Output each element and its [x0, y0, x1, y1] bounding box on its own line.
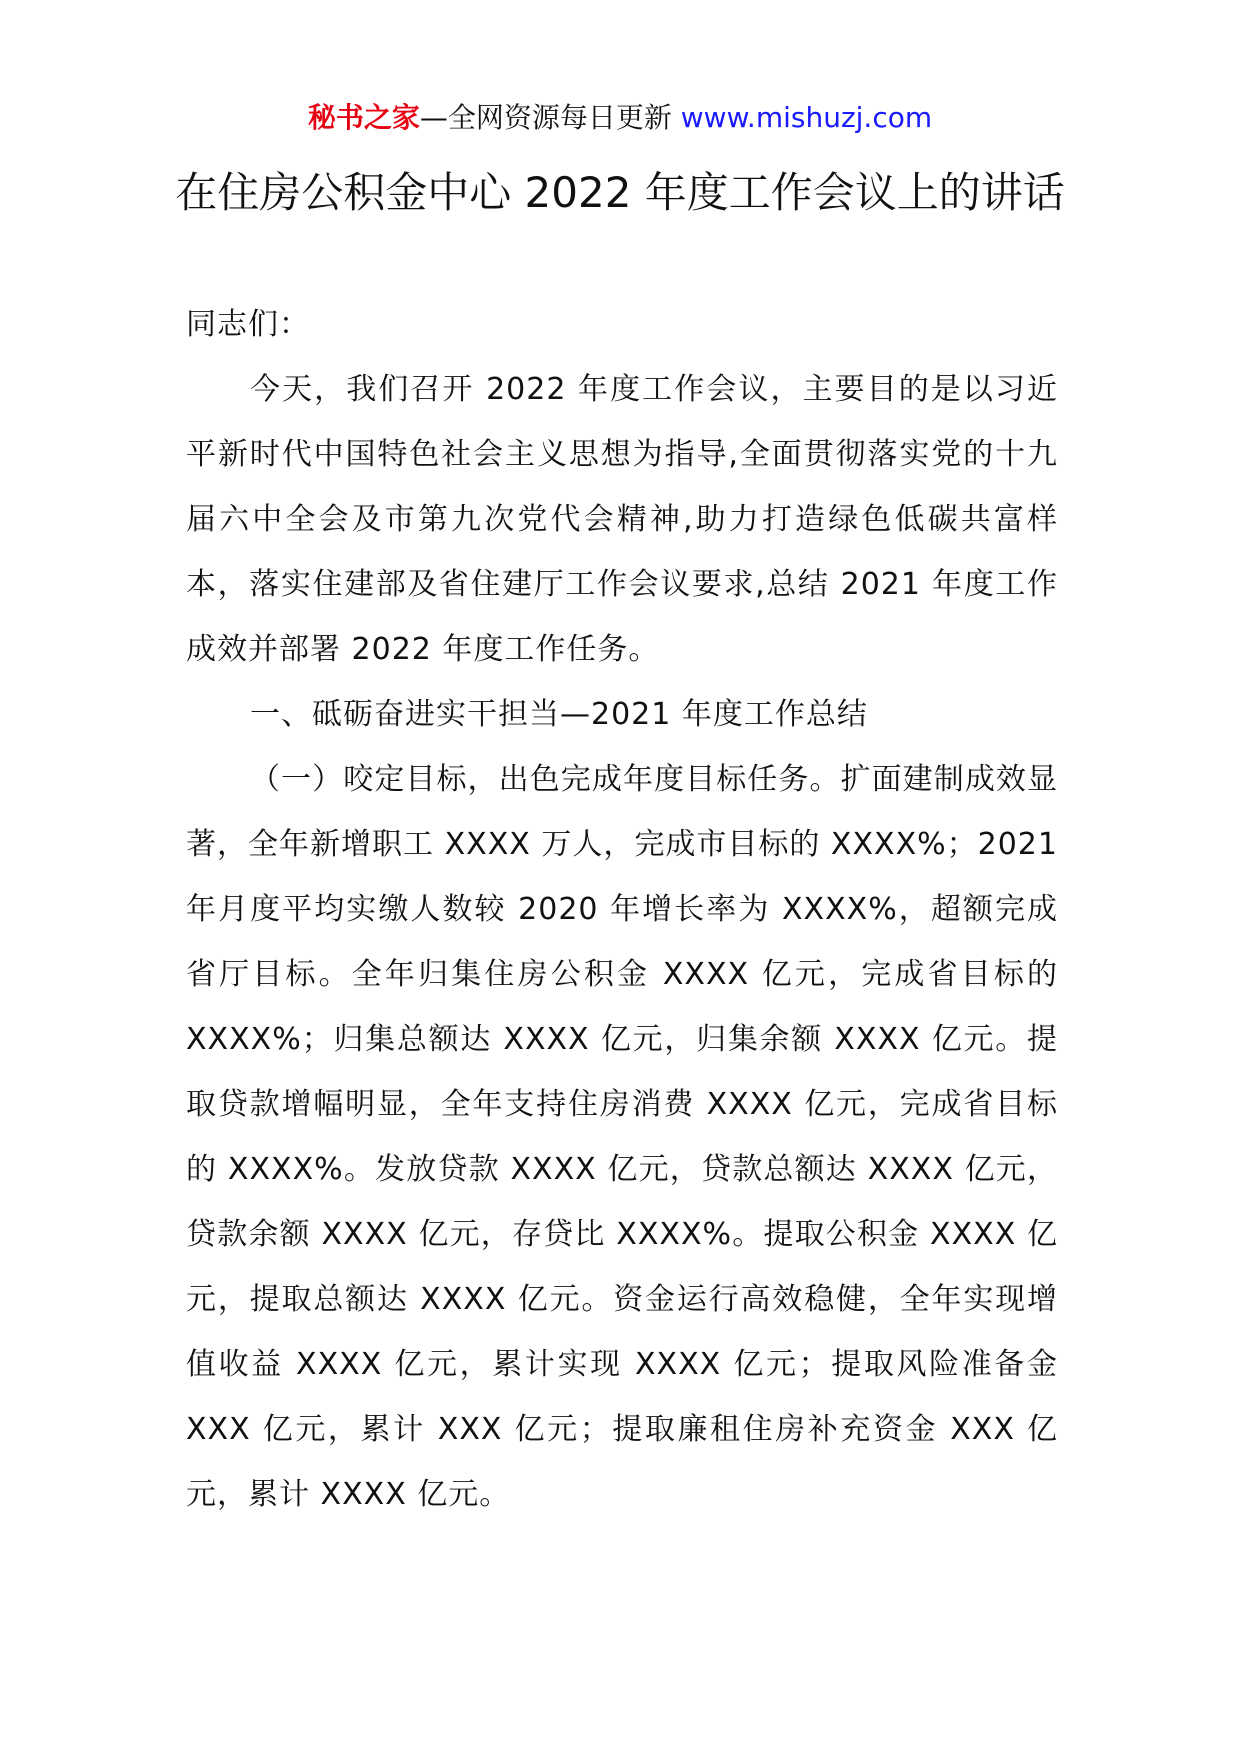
site-url-link[interactable]: www.mishuzj.com [680, 101, 933, 134]
intro-paragraph: 今天，我们召开 2022 年度工作会议，主要目的是以习近平新时代中国特色社会主义思想为指导,全面贯彻落实党的十九届六中全会及市第九次党代会精神,助力打造绿色低碳共富样本，落实住建部及省住建厅工作会议要求,总结 2021 年度工作成效并部署 2022 年度工作任务。 [186, 372, 1058, 667]
document-title: 在住房公积金中心 2022 年度工作会议上的讲话 [175, 168, 1065, 217]
section-heading: 一、砥砺奋进实干担当—2021 年度工作总结 [250, 697, 868, 732]
salutation: 同志们： [186, 307, 310, 342]
document-body [186, 292, 1058, 1527]
header-slogan: —全网资源每日更新 [419, 101, 681, 134]
subsection-paragraph: （一）咬定目标，出色完成年度目标任务。扩面建制成效显著，全年新增职工 XXXX 万人，完成市目标的 XXXX%；2021 年月度平均实缴人数较 2020 年增长率为 XXXX%，超额完成省厅目标。全年归集住房公积金 XXXX 亿元，完成省目标的 XXXX%；归集总额达 XXXX 亿元，归集余额 XXXX 亿元。提取贷款增幅明显，全年支持住房消费 XXXX 亿元，完成省目标的 XXXX%。发放贷款 XXXX 亿元，贷款总额达 XXXX 亿元，贷款余额 XXXX 亿元，存贷比 XXXX%。提取公积金 XXXX 亿元，提取总额达 XXXX 亿元。资金运行高效稳健，全年实现增值收益 XXXX 亿元，累计实现 XXXX 亿元；提取风险准备金 XXX 亿元，累计 XXX 亿元；提取廉租住房补充资金 XXX 亿元，累计 XXXX 亿元。 [186, 762, 1058, 1512]
brand-name: 秘书之家 [307, 101, 420, 134]
site-header [0, 98, 1240, 138]
